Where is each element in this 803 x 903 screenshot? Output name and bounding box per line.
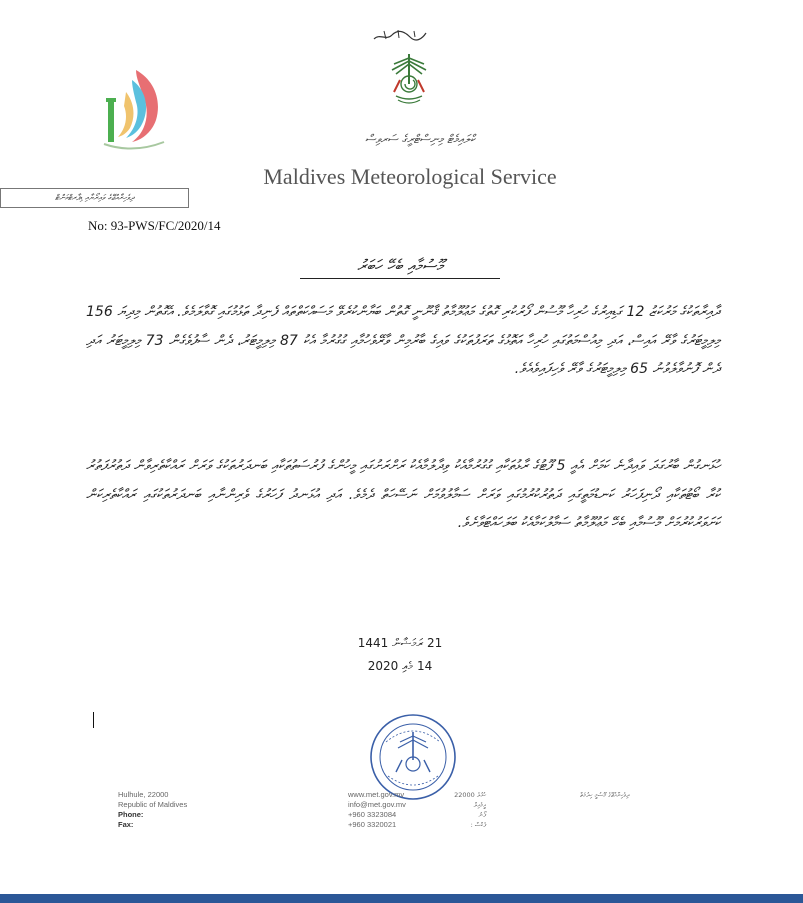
hijri-date: 21 ރަމަޟާން 1441 <box>357 636 443 650</box>
dv-fax-label: ފެކްސް : <box>470 821 486 829</box>
bismillah-calligraphy <box>370 25 430 45</box>
org-name-dhivehi: ކްލައިމެޓް މިނިސްޓްރީގެ ސަރވިސް <box>364 132 476 146</box>
phone-number: +960 3323084 <box>348 810 397 819</box>
phone-label: Phone: <box>118 810 144 819</box>
dv-email-label: އީމެއިލް <box>473 801 486 809</box>
footer-dhivehi-labels <box>452 790 486 830</box>
org-tagline: ދިވެހިރާއްޖޭގެ ވައިރޯޔާއި ޑިޕާރޓްމަންޓް <box>0 188 189 208</box>
notice-title: މޫސުމާއި ބެހޭ ހަބަރު <box>300 256 500 279</box>
fax-label: Fax: <box>118 820 134 829</box>
gregorian-date: 14 މެއި 2020 <box>367 659 433 673</box>
window-bottom-bar <box>0 894 803 903</box>
footer-address <box>118 790 187 830</box>
official-stamp <box>368 712 458 802</box>
reference-number: No: 93-PWS/FC/2020/14 <box>88 218 221 233</box>
footer-contact <box>348 790 406 830</box>
email-link[interactable]: info@met.gov.mv <box>348 800 406 809</box>
address-line-1: Hulhule, 22000 <box>118 790 169 799</box>
text-cursor[interactable] <box>93 712 94 728</box>
dv-phone-label: ފޯނު <box>478 811 486 819</box>
fax-number: +960 3320021 <box>348 820 397 829</box>
footer-dhivehi-address: ދިވެހިރާއްޖޭގެ މޫސުމީ ހިދުމަތް <box>580 791 630 799</box>
state-emblem-icon <box>386 50 432 108</box>
org-name-english: Maldives Meteorological Service <box>263 164 557 189</box>
website-link[interactable]: www.met.gov.mv <box>348 790 405 799</box>
dv-address-label: ހުޅުލެ 22000 <box>454 791 486 799</box>
notice-paragraph-1: ދާއިރާތަކުގެ މަރުކަޒު 12 ގަޑިއިރުގެ ހުރިހާ މޫސުން ފޯރުކުރި ގޮތުގެ މަޢުލޫމާތު ޤާނޫނީ ގޮތުން ބަޔާންކުރެވޭ މަސައްކަތްތައް ފެނިދާ ތަޅުމުގައި ގޮވާލަމެވެ. އެގޮތުން މިދިޔަ 156 މިލިމީޓަރުގެ ވާރޭ އައިސް، އަދި މިއުސްމަތުގައި ހުރިހާ އަތޮޅުގެ ތަރަފުތަކުގެ ވައިގެ ބާރުމިން ވާރޭވެހުމާއި ގުގުރުމާ އެކު 87 މިލިމީޓަރު، ދެން ސާފުވެގެން 73 މިލިމީޓަރު އަދި ދެން ފޮނުވާލެވުނު 65 މިލިމީޓަރުގެ ވާރޭ ވެހިފައިވެއެވެ. <box>86 304 720 377</box>
address-line-2: Republic of Maldives <box>118 800 188 809</box>
met-service-logo <box>92 62 174 160</box>
notice-paragraph-2: ހުޅަނގުން ބާރުގަދަ ވައިދާނެ ކަމަށް އެއީ 5 ފޫޓުގެ ރާޅުތަކާއި ގުގުރުމާއެކު ވިދާލުމާއެކު ރަށްރަށުގައި މީހުންގެ ފުރުސަތުތަކާއި ބަނދަރުތަކުގެ ވަރަށް ރައްކާތެރިވާން ދަތުރުފަތުރު ކުރާ ބޯޓުތަކާއި ދޯނިފަހަރު ކަނޑުމަތީގައި ދަތުރުކުރުމުގައި ވަރަށް ސަމާލުވުމަށް ނަސޭހަތް ދެމެވެ. އަދި އުޅަނދު ފަހަރުގެ ވެރިންނާއި ބަނދަރުތަކުގައި ރައްކާތެރިކަން ކަށަވަރުކުރުމަށް މޫސުމާއި ބެހޭ މަޢުލޫމާތު ސަމާލުކަމާއެކު ބަލަހައްޓަވާށެވެ. <box>86 458 720 531</box>
